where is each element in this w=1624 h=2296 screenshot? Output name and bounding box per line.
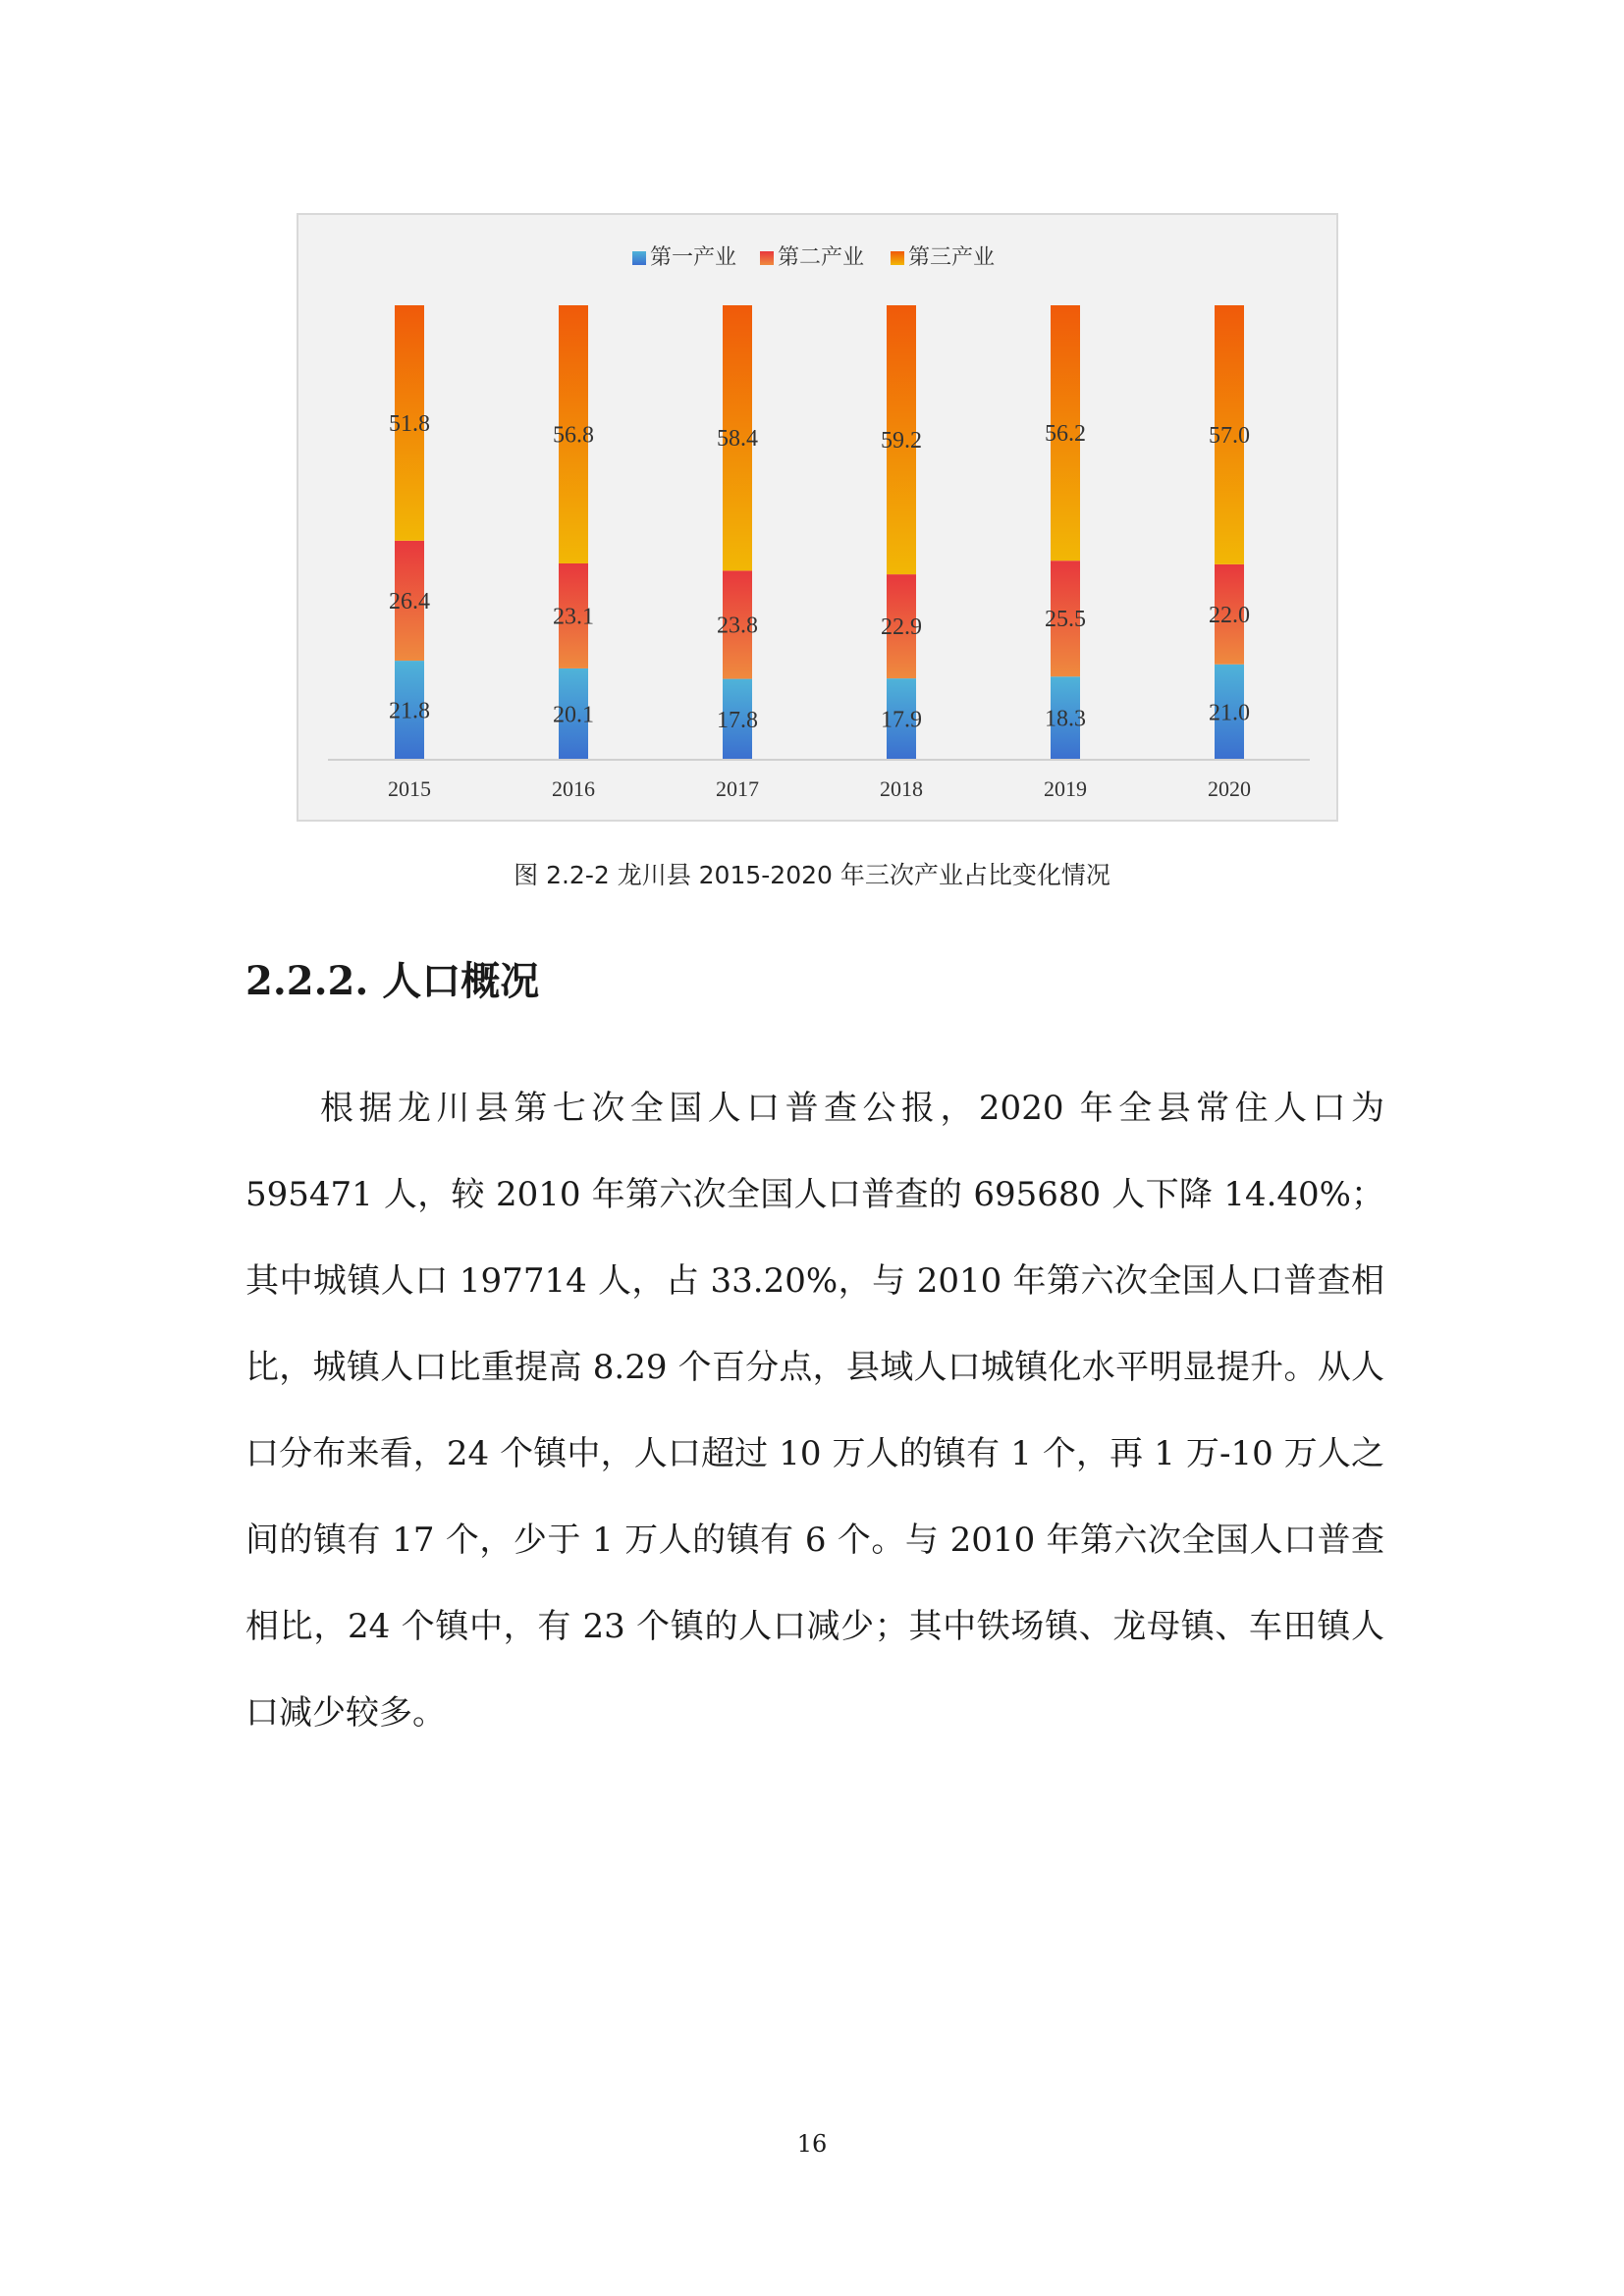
x-tick-label-2016: 2016	[552, 776, 595, 801]
legend-swatch-tertiary	[891, 251, 904, 265]
legend-label-tertiary: 第三产业	[908, 245, 996, 270]
chart-data-labels	[389, 411, 1250, 733]
data-label-secondary-2015: 26.4	[389, 588, 430, 614]
x-axis-ticks	[388, 776, 1251, 801]
x-tick-label-2020: 2020	[1208, 776, 1251, 801]
x-tick-label-2015: 2015	[388, 776, 431, 801]
page-number: 16	[796, 2130, 828, 2158]
x-tick-label-2019: 2019	[1044, 776, 1087, 801]
data-label-primary-2018: 17.9	[881, 707, 922, 733]
stacked-bar-chart	[298, 215, 1340, 824]
data-label-secondary-2017: 23.8	[717, 613, 758, 639]
industry-share-chart	[297, 213, 1338, 822]
data-label-primary-2019: 18.3	[1045, 706, 1086, 732]
data-label-primary-2015: 21.8	[389, 698, 430, 724]
legend-swatch-secondary	[760, 251, 774, 265]
data-label-primary-2017: 17.8	[717, 707, 758, 733]
data-label-tertiary-2020: 57.0	[1209, 422, 1250, 449]
figure-caption: 图 2.2-2 龙川县 2015-2020 年三次产业占比变化情况	[514, 861, 1110, 889]
data-label-secondary-2016: 23.1	[553, 604, 594, 630]
data-label-tertiary-2017: 58.4	[717, 426, 758, 453]
body-paragraph: 根据龙川县第七次全国人口普查公报，2020 年全县常住人口为 595471 人，较 2010 年第六次全国人口普查的 695680 人下降 14.40%；其中城镇人口 197714 人，占 33.20%，与 2010 年第六次全国人口普查相比，城镇人口比重提高 8.29 个百分点，县域人口城镇化水平明显提升。从人口分布来看，24 个镇中，人口超过 10 万人的镇有 1 个，再 1 万-10 万人之间的镇有 17 个，少于 1 万人的镇有 6 个。与 2010 年第六次全国人口普查相比，24 个镇中，有 23 个镇的人口减少；其中铁场镇、龙母镇、车田镇人口减少较多。	[245, 1089, 1384, 1733]
data-label-secondary-2019: 25.5	[1045, 607, 1086, 633]
data-label-tertiary-2016: 56.8	[553, 422, 594, 449]
data-label-tertiary-2018: 59.2	[881, 428, 922, 454]
data-label-secondary-2020: 22.0	[1209, 602, 1250, 628]
x-tick-label-2018: 2018	[880, 776, 923, 801]
data-label-secondary-2018: 22.9	[881, 614, 922, 641]
data-label-primary-2020: 21.0	[1209, 700, 1250, 726]
legend-label-secondary: 第二产业	[778, 245, 865, 270]
data-label-primary-2016: 20.1	[553, 702, 594, 728]
section-heading: 2.2.2. 人口概况	[245, 958, 540, 1004]
chart-legend	[632, 245, 995, 270]
data-label-tertiary-2015: 51.8	[389, 410, 430, 437]
legend-label-primary: 第一产业	[650, 245, 737, 270]
chart-bars	[395, 305, 1244, 760]
x-tick-label-2017: 2017	[716, 776, 759, 801]
data-label-tertiary-2019: 56.2	[1045, 421, 1086, 448]
legend-swatch-primary	[632, 251, 646, 265]
